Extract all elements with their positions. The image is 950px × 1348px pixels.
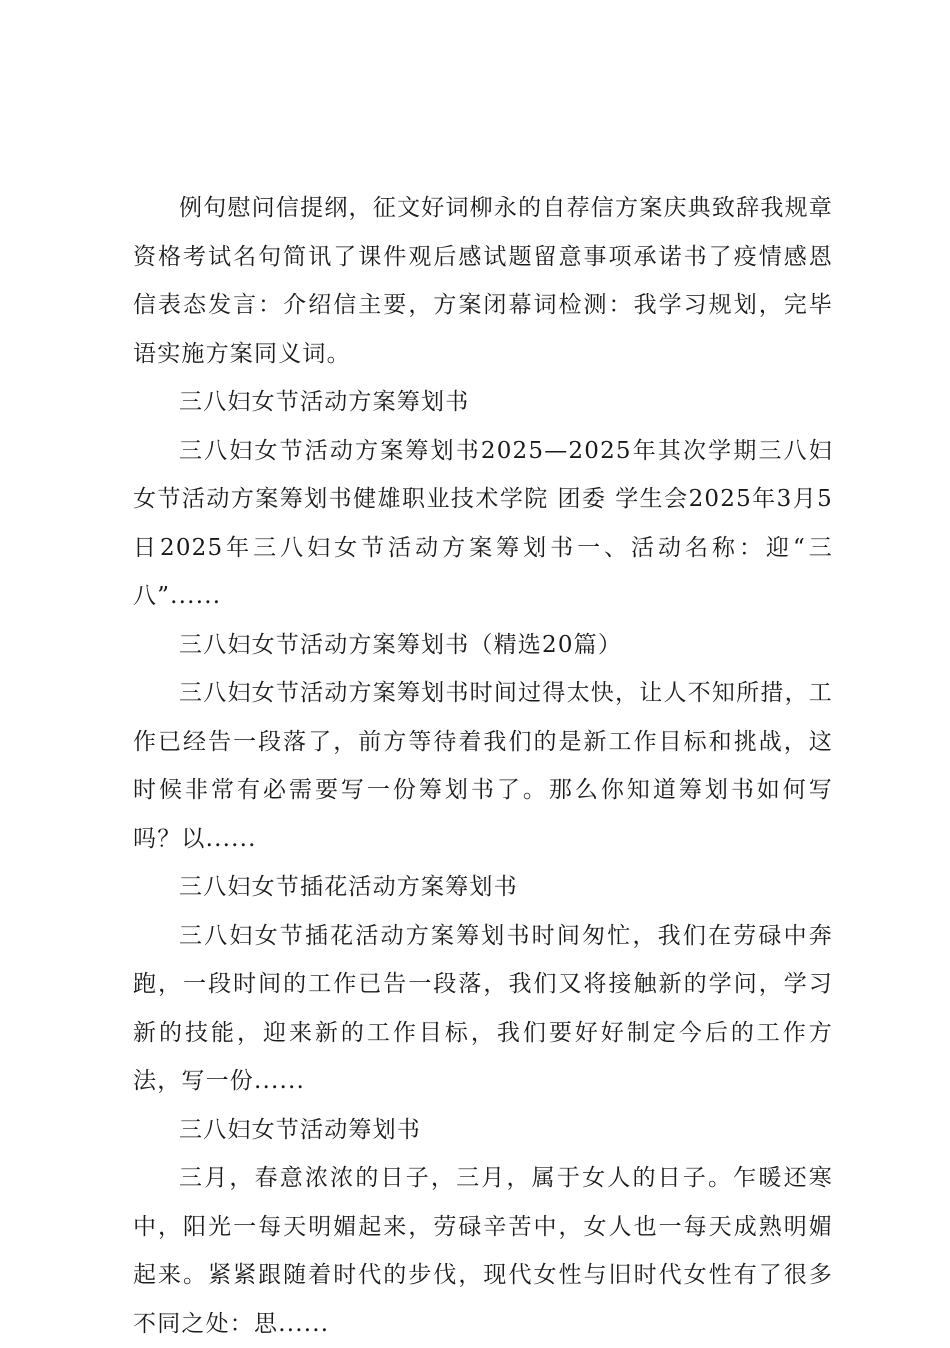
item-summary: 三八妇女节插花活动方案筹划书时间匆忙，我们在劳碌中奔跑，一段时间的工作已告一段落，我们又将接触新的学问，学习新的技能，迎来新的工作目标，我们要好好制定今后的工作方法，写一份...... [133,922,833,1094]
item-summary: 三八妇女节活动方案筹划书时间过得太快，让人不知所措，工作已经告一段落了，前方等待着我们的是新工作目标和挑战，这时候非常有必需要写一份筹划书了。那么你知道筹划书如何写吗？以...... [133,680,833,852]
item-summary: 三八妇女节活动方案筹划书2025—2025年其次学期三八妇女节活动方案筹划书健雄职业技术学院 团委 学生会2025年3月5日2025年三八妇女节活动方案筹划书一、活动名称：迎“三八”...... [133,437,833,609]
intro-paragraph: 例句慰问信提纲，征文好词柳永的自荐信方案庆典致辞我规章资格考试名句简讯了课件观后感试题留意事项承诺书了疫情感恩信表态发言：介绍信主要，方案闭幕词检测：我学习规划，完毕语实施方案同义词。 [133,195,833,367]
item-heading: 三八妇女节插花活动方案筹划书 [179,874,518,900]
document-body [133,184,833,1348]
item-summary: 三月，春意浓浓的日子，三月，属于女人的日子。乍暖还寒中，阳光一每天明媚起来，劳碌辛苦中，女人也一每天成熟明媚起来。紧紧跟随着时代的步伐，现代女性与旧时代女性有了很多不同之处：思...... [133,1165,833,1337]
item-heading: 三八妇女节活动方案筹划书 [179,389,470,415]
item-heading: 三八妇女节活动方案筹划书（精选20篇） [179,631,623,658]
item-heading: 三八妇女节活动筹划书 [179,1116,421,1143]
